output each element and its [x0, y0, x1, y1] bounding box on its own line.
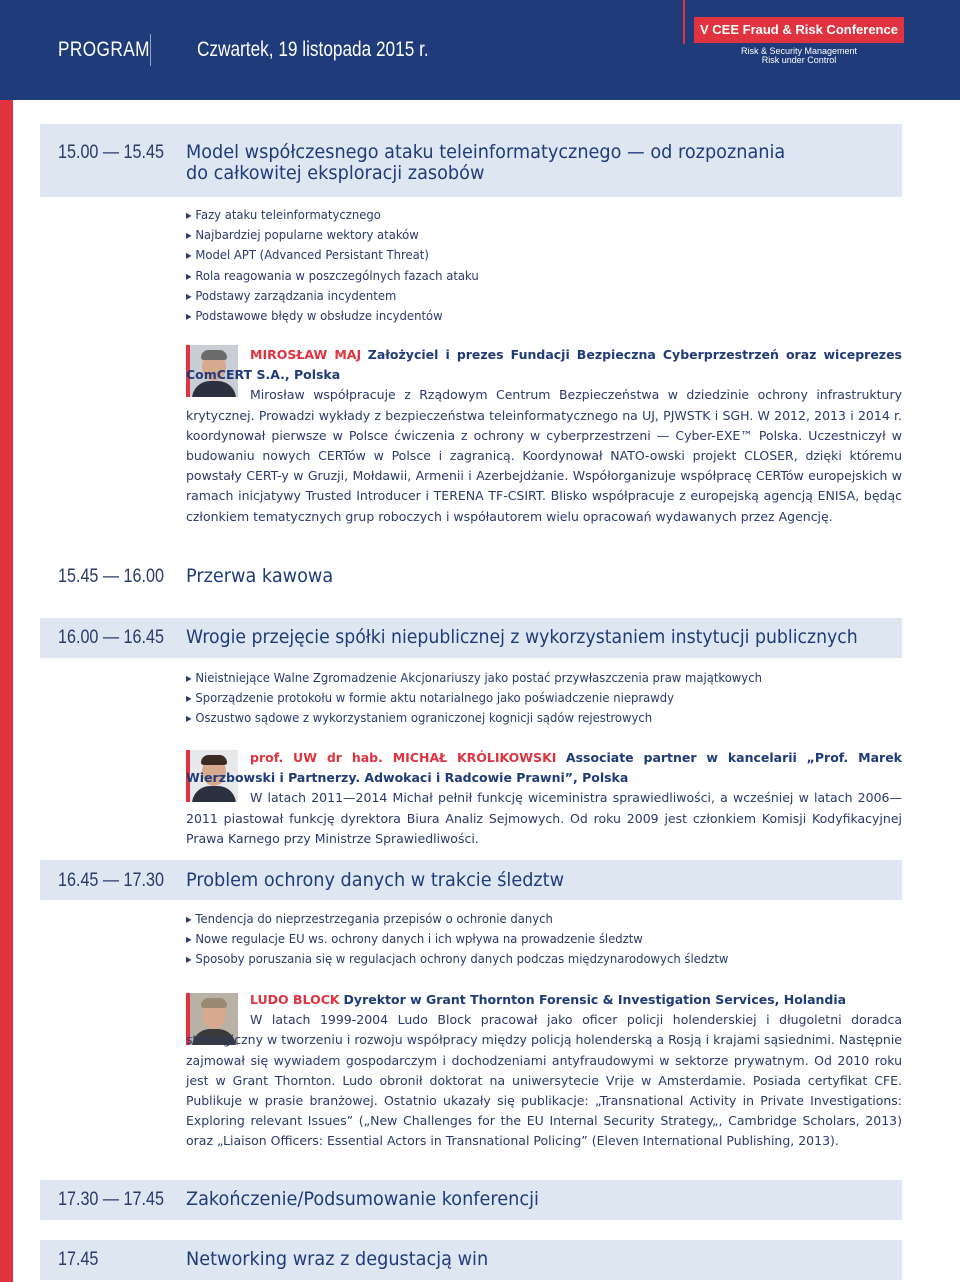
speaker-bio-block: [186, 990, 902, 1152]
bullet-item: ▸ Podstawy zarządzania incydentem: [186, 286, 479, 306]
session-4-time: 16.45 — 17.30: [58, 870, 164, 891]
speaker-bio-maj: [186, 345, 902, 527]
speaker-role: Dyrektor w Grant Thornton Forensic & Investigation Services, Holandia: [343, 992, 847, 1007]
bullet-item: ▸ Fazy ataku teleinformatycznego: [186, 205, 479, 225]
speaker-country: , Polska: [572, 770, 629, 786]
bullet-item: ▸ Najbardziej popularne wektory ataków: [186, 225, 479, 245]
session-1-bullets: [186, 205, 501, 326]
program-date: Czwartek, 19 listopada 2015 r.: [197, 38, 429, 61]
speaker-name: LUDO BLOCK: [250, 992, 340, 1007]
session-1-title-line2: do całkowitej eksploracji zasobów: [186, 162, 485, 184]
bullet-item: ▸ Oszustwo sądowe z wykorzystaniem ograniczonej kognicji sądów rejestrowych: [186, 708, 762, 728]
session-6-time: 17.45: [58, 1249, 99, 1270]
speaker-role: Associate partner w kancelarii „Prof. Marek Wierzbowski i Partnerzy. Adwokaci i Radcowie Prawni”: [186, 750, 902, 786]
session-3-bullets: [186, 668, 805, 729]
header-divider: [150, 34, 151, 66]
speaker-name: prof. UW dr hab. MICHAŁ KRÓLIKOWSKI: [250, 750, 557, 765]
speaker-name: MIROSŁAW MAJ: [250, 347, 362, 362]
session-4-bullets: [186, 909, 769, 970]
speaker-bio-krolikowski: [186, 748, 902, 849]
page-header: [0, 0, 960, 100]
speaker-role: Założyciel i prezes Fundacji Bezpieczna Cyberprzestrzeń oraz wiceprezes ComCERT S.A.: [186, 347, 902, 383]
bullet-item: ▸ Nowe regulacje EU ws. ochrony danych i ich wpływa na prowadzenie śledztw: [186, 929, 728, 949]
left-accent-bar: [0, 100, 13, 1282]
speaker-bio-text: Mirosław współpracuje z Rządowym Centrum Bezpieczeństwa w dziedzinie ochrony infrastruktury krytycznej. Prowadzi wykłady z bezpieczeństwa teleinformatycznego na UJ, PJWSTK i SGH. W 2012, 2013 i 2014 r. koordynował pierwsze w Polsce ćwiczenia z ochrony w cyberprzestrzeni — Cyber-EXE™ Polska. Uczestniczył w budowaniu nowych CERTów w Polsce i zagranicą. Koordynował NATO-owski projekt CLOSER, dzięki któremu powstały CERT-y w Gruzji, Mołdawii, Armenii i Azerbejdżanie. Współorganizuje współpracę CERTów europejskich w ramach inicjatywy Trusted Introducer i TERENA TF-CSIRT. Blisko współpracuje z europejską agencją ENISA, będąc członkiem tematycznych grup roboczych i współautorem wielu opracowań wydawanych przez Agencję.: [186, 387, 902, 524]
bullet-item: ▸ Nieistniejące Walne Zgromadzenie Akcjonariuszy jako postać przywłaszczenia praw majątkowych: [186, 668, 762, 688]
bullet-item: ▸ Rola reagowania w poszczególnych fazach ataku: [186, 266, 479, 286]
session-1-time: 15.00 — 15.45: [58, 142, 164, 163]
session-3-time: 16.00 — 16.45: [58, 627, 164, 648]
speaker-bio-text: W latach 1999-2004 Ludo Block pracował jako oficer policji holenderskiej i długoletni doradca strategiczny w tworzeniu i rozwoju współpracy między policją holenderską a Rosją i krajami sąsiednimi. Następnie zajmował się wywiadem gospodarczym i dochodzeniami antyfraudowymi w sektorze prywatnym. Od 2010 roku jest w Grant Thornton. Ludo obronił doktorat na uniwersytecie Vrije w Amsterdamie. Posiada certyfikat CFE. Publikuje w prasie branżowej. Ostatnio ukazały się publikacje: „Transnational Activity in Private Investigations: Exploring relevant Issues” („New Challenges for the EU Internal Security Strategy„, Cambridge Scholars, 2013) oraz „Liaison Officers: Essential Actors in Transnational Policing” (Eleven International Publishing, 2013).: [186, 1012, 902, 1149]
speaker-bio-text: W latach 2011—2014 Michał pełnił funkcję wiceministra sprawiedliwości, a wcześniej w latach 2006—2011 piastował funkcję dyrektora Biura Analiz Sejmowych. Od roku 2009 jest członkiem Komisji Kodyfikacyjnej Prawa Karnego przy Ministrze Sprawiedliwości.: [186, 790, 902, 846]
header-red-line: [683, 0, 685, 44]
bullet-item: ▸ Model APT (Advanced Persistant Threat): [186, 245, 479, 265]
bullet-item: ▸ Podstawowe błędy w obsłudze incydentów: [186, 306, 479, 326]
session-6-title: Networking wraz z degustacją win: [186, 1248, 489, 1270]
speaker-country: , Polska: [284, 367, 341, 383]
conference-subtitle-2: Risk under Control: [761, 55, 837, 65]
session-2-title: Przerwa kawowa: [186, 565, 334, 587]
bullet-item: ▸ Sporządzenie protokołu w formie aktu notarialnego jako poświadczenie nieprawdy: [186, 688, 762, 708]
conference-badge: V CEE Fraud & Risk Conference: [694, 17, 904, 43]
session-5-time: 17.30 — 17.45: [58, 1189, 164, 1210]
bullet-item: ▸ Sposoby poruszania się w regulacjach ochrony danych podczas międzynarodowych śledztw: [186, 949, 728, 969]
bullet-item: ▸ Tendencja do nieprzestrzegania przepisów o ochronie danych: [186, 909, 728, 929]
session-4-title: Problem ochrony danych w trakcie śledztw: [186, 869, 565, 891]
session-5-title: Zakończenie/Podsumowanie konferencji: [186, 1188, 539, 1210]
session-2-time: 15.45 — 16.00: [58, 566, 164, 587]
program-label: PROGRAM: [58, 38, 150, 61]
session-1-title-line1: Model współczesnego ataku teleinformatycznego — od rozpoznania: [186, 141, 786, 163]
session-3-title: Wrogie przejęcie spółki niepublicznej z wykorzystaniem instytucji publicznych: [186, 626, 858, 648]
conference-subtitle-1: Risk & Security Management: [740, 46, 858, 56]
